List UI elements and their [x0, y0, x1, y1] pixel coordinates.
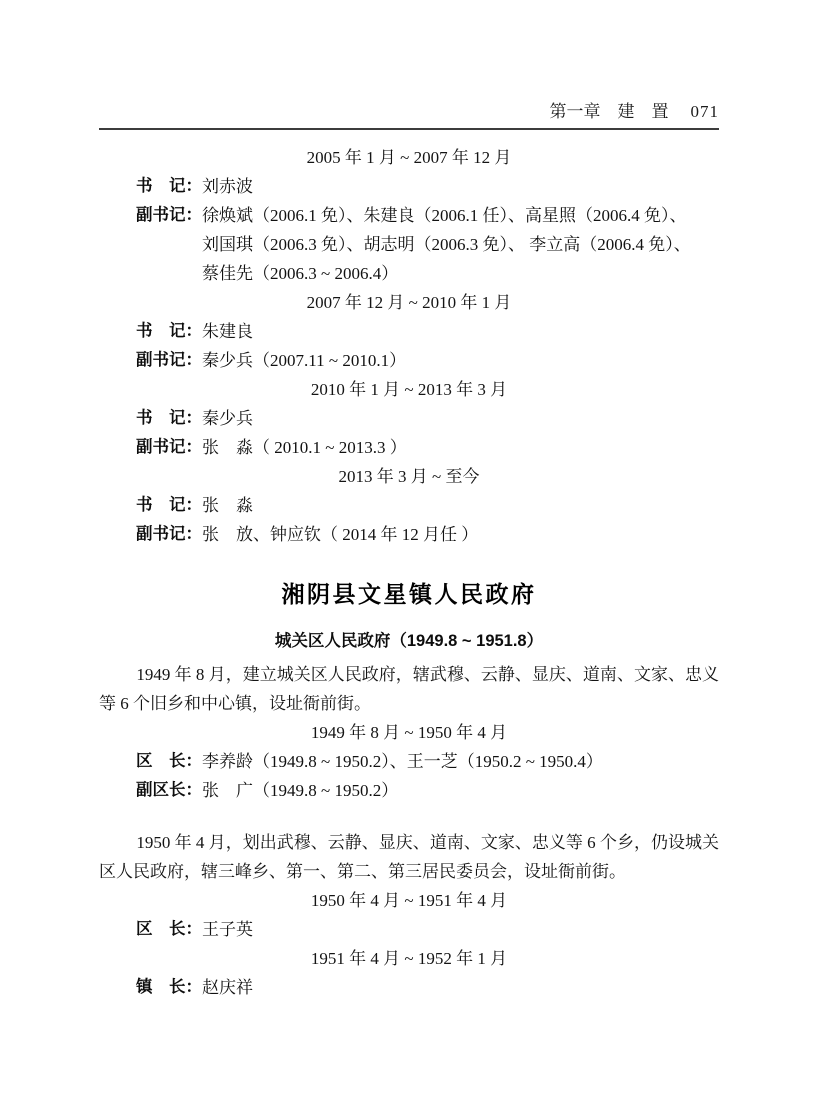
officer-row-deputy-secretary — [99, 346, 719, 375]
officer-row-deputy-secretary — [99, 433, 719, 462]
officer-names — [202, 747, 719, 776]
officer-role-label: 镇 长： — [136, 978, 202, 996]
period-date-range: 1950 年 4 月 ~ 1951 年 4 月 — [310, 891, 508, 910]
officer-name-line: 蔡佳先（2006.3 ~ 2006.4） — [202, 264, 399, 283]
period-date-range: 1951 年 4 月 ~ 1952 年 1 月 — [310, 949, 508, 968]
officer-name-line: 王子英 — [202, 920, 253, 939]
officer-role-label: 书 记： — [136, 409, 202, 427]
officer-role-label: 书 记： — [136, 496, 202, 514]
officer-role-label: 区 长： — [136, 920, 202, 938]
officer-name-line: 张 淼（ 2010.1 ~ 2013.3 ） — [202, 438, 407, 457]
officer-names — [202, 346, 719, 375]
officer-role-label: 书 记： — [136, 322, 202, 340]
officer-name-line: 张 广（1949.8 ~ 1950.2） — [202, 781, 399, 800]
officer-names — [202, 973, 719, 1002]
period-date-range: 2010 年 1 月 ~ 2013 年 3 月 — [310, 380, 508, 399]
officer-row-deputy-secretary — [99, 520, 719, 549]
period-date-range: 2005 年 1 月 ~ 2007 年 12 月 — [306, 148, 512, 167]
officer-row-district-head — [99, 915, 719, 944]
officer-name-line: 张 淼 — [202, 496, 253, 515]
officer-names — [202, 317, 719, 346]
officer-row-deputy-district-head — [99, 776, 719, 805]
body-paragraph: 1949 年 8 月，建立城关区人民政府，辖武穆、云静、显庆、道南、文家、忠义等 6 个旧乡和中心镇，设址衙前街。 — [99, 665, 719, 713]
officer-row-secretary — [99, 404, 719, 433]
officer-row-secretary — [99, 491, 719, 520]
officer-row-secretary — [99, 317, 719, 346]
officer-name-line: 徐焕斌（2006.1 免）、朱建良（2006.1 任）、高星照（2006.4 免）、 — [202, 206, 687, 225]
body-paragraph: 1950 年 4 月，划出武穆、云静、显庆、道南、文家、忠义等 6 个乡，仍设城关区人民政府，辖三峰乡、第一、第二、第三居民委员会，设址衙前街。 — [99, 833, 719, 881]
officer-name-line: 秦少兵（2007.11 ~ 2010.1） — [202, 351, 407, 370]
officer-name-line: 刘赤波 — [202, 177, 253, 196]
officer-names — [202, 520, 719, 549]
officer-name-line: 李养龄（1949.8 ~ 1950.2）、王一芝（1950.2 ~ 1950.4） — [202, 752, 603, 771]
officer-name-line: 张 放、钟应钦（ 2014 年 12 月任 ） — [202, 525, 479, 544]
officer-names — [202, 491, 719, 520]
page-body — [99, 143, 719, 1002]
officer-names — [202, 433, 719, 462]
officer-name-line: 刘国琪（2006.3 免）、胡志明（2006.3 免）、 李立高（2006.4 免）、 — [202, 235, 691, 254]
officer-names — [202, 201, 719, 288]
subsection-heading: 城关区人民政府（1949.8 ~ 1951.8） — [274, 632, 544, 650]
section-title: 湘阴县文星镇人民政府 — [281, 581, 537, 607]
officer-names — [202, 404, 719, 433]
officer-role-label: 副书记： — [136, 206, 202, 224]
officer-row-town-head — [99, 973, 719, 1002]
officer-row-secretary — [99, 172, 719, 201]
officer-names — [202, 776, 719, 805]
officer-role-label: 书 记： — [136, 177, 202, 195]
officer-name-line: 朱建良 — [202, 322, 253, 341]
chapter-title: 第一章 建 置 — [549, 102, 669, 121]
officer-role-label: 副区长： — [136, 781, 202, 799]
page-number: 071 — [690, 102, 719, 121]
period-date-range: 2013 年 3 月 ~ 至今 — [338, 467, 480, 486]
officer-names — [202, 915, 719, 944]
period-date-range: 1949 年 8 月 ~ 1950 年 4 月 — [310, 723, 508, 742]
officer-names — [202, 172, 719, 201]
period-date-range: 2007 年 12 月 ~ 2010 年 1 月 — [306, 293, 512, 312]
officer-role-label: 副书记： — [136, 438, 202, 456]
officer-name-line: 秦少兵 — [202, 409, 253, 428]
running-head — [99, 0, 719, 130]
officer-role-label: 副书记： — [136, 525, 202, 543]
officer-role-label: 区 长： — [136, 752, 202, 770]
officer-row-district-head — [99, 747, 719, 776]
officer-row-deputy-secretary — [99, 201, 719, 288]
officer-name-line: 赵庆祥 — [202, 978, 253, 997]
officer-role-label: 副书记： — [136, 351, 202, 369]
